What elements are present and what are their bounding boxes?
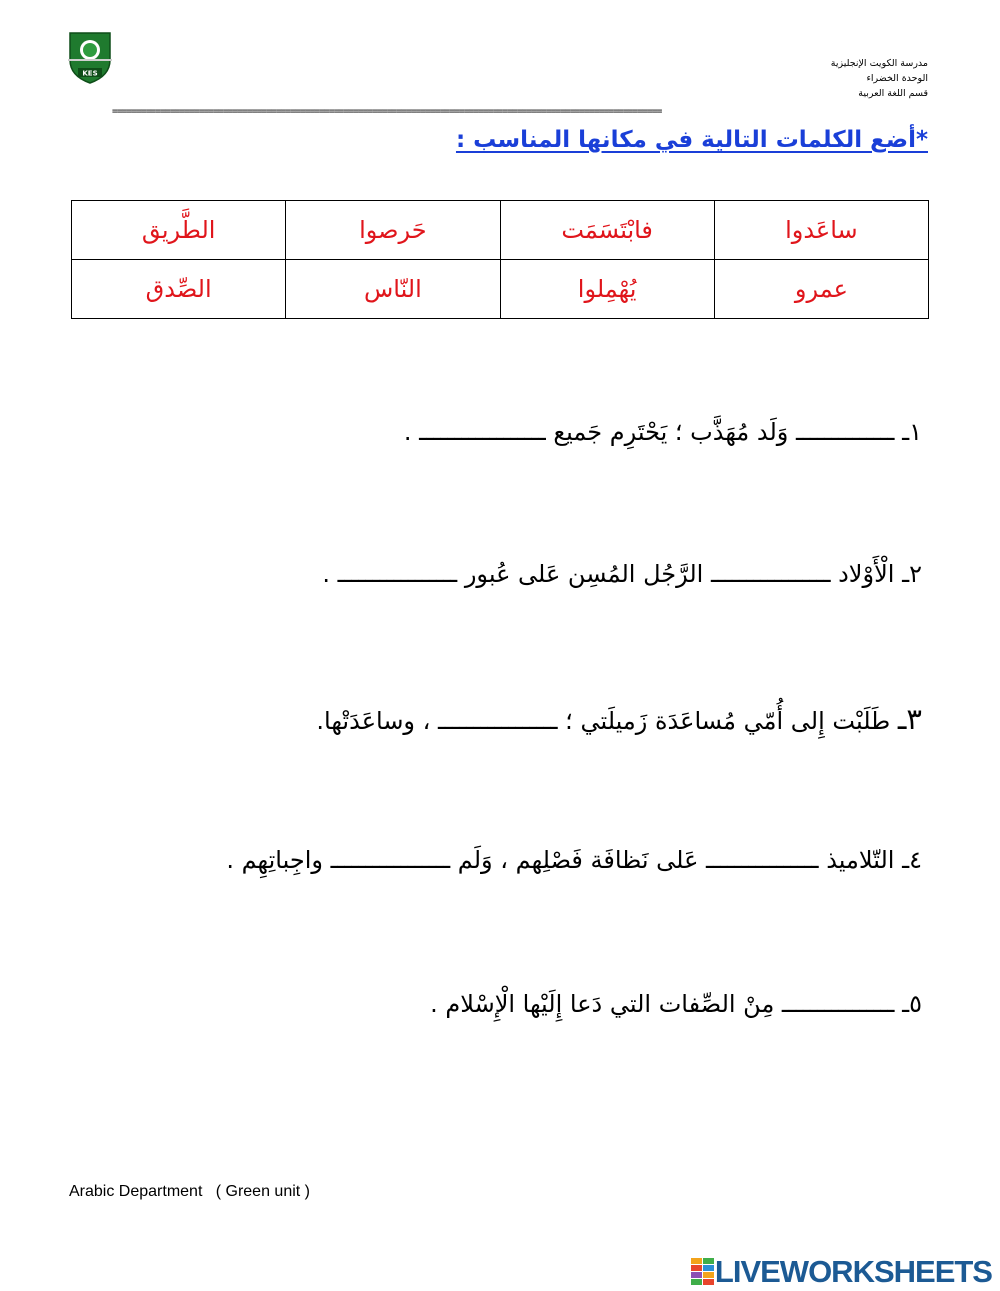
liveworksheets-icon: [691, 1258, 715, 1286]
question-number: ٤ـ: [902, 846, 922, 874]
word-cell: يُهْمِلوا: [500, 260, 714, 319]
unit-name: الوحدة الخضراء: [866, 73, 928, 84]
question-text[interactable]: ــــــــــــــــ مِنْ الصِّفات التي دَعا إِلَيْها الْإِسْلام .: [430, 990, 895, 1018]
instruction-title: *أضع الكلمات التالية في مكانها المناسب :: [455, 127, 928, 153]
question-3: [316, 702, 922, 736]
question-number: ٣ـ: [897, 702, 922, 736]
liveworksheets-wordmark: LIVEWORKSHEETS: [714, 1254, 992, 1289]
word-bank-table: [71, 200, 929, 319]
word-cell: عمرو: [714, 260, 928, 319]
word-cell: الصِّدق: [72, 260, 286, 319]
question-4: [226, 846, 922, 874]
word-cell: النّاس: [286, 260, 500, 319]
word-cell: الطَّريق: [72, 201, 286, 260]
question-number: ٢ـ: [902, 560, 922, 588]
logo-text: KES: [82, 69, 98, 78]
word-cell: حَرصوا: [286, 201, 500, 260]
question-text[interactable]: ــــــــــــــ وَلَد مُهَذَّب ؛ يَحْتَرِم جَميع ــــــــــــــــــ .: [403, 418, 895, 446]
school-name: مدرسة الكويت الإنجليزية: [830, 58, 928, 69]
question-text[interactable]: طَلَبْت إِلى أُمّي مُساعَدَة زَميلَتي ؛ ـــــــــــــــــ ، وساعَدَتْها.: [316, 707, 891, 735]
question-number: ٥ـ: [902, 990, 922, 1018]
question-text[interactable]: الْأَوْلاد ـــــــــــــــــ الرَّجُل المُسِن عَلى عُبور ـــــــــــــــــ .: [322, 560, 895, 588]
department-name: قسم اللغة العربية: [858, 88, 928, 99]
separator-line: ==================================================================================================================: [112, 106, 662, 117]
liveworksheets-logo[interactable]: [691, 1254, 992, 1290]
table-row: [72, 201, 929, 260]
school-logo: [66, 30, 114, 84]
question-number: ١ـ: [902, 418, 922, 446]
question-5: [430, 990, 922, 1018]
question-2: [322, 560, 922, 588]
footer-text: Arabic Department ( Green unit ): [69, 1183, 310, 1200]
word-cell: فابْتَسَمَت: [500, 201, 714, 260]
word-cell: ساعَدوا: [714, 201, 928, 260]
question-text[interactable]: التّلاميذ ــــــــــــــــ عَلى نَظافَة فَصْلِهم ، وَلَم ـــــــــــــــــ واجِباتِهِم .: [226, 846, 895, 874]
question-1: [404, 418, 922, 446]
table-row: [72, 260, 929, 319]
